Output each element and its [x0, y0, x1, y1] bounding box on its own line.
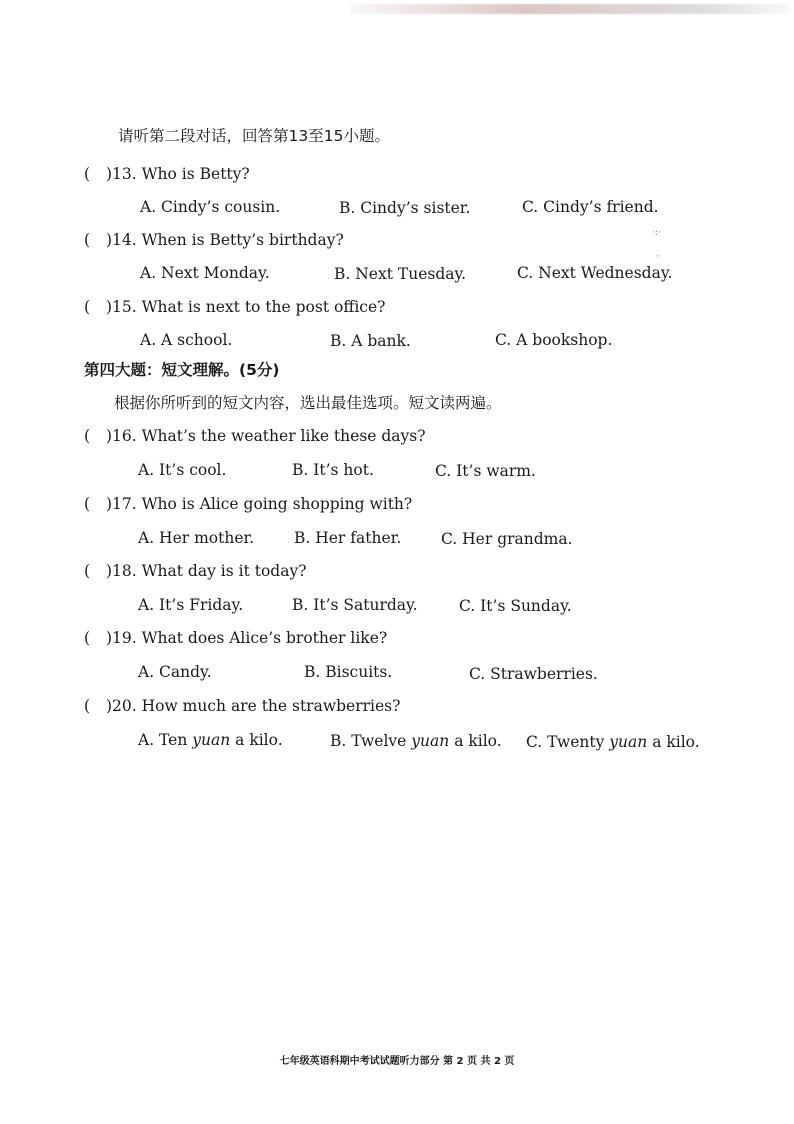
option-b: B. It’s hot. [292, 461, 374, 479]
option-a: A. Candy. [138, 663, 212, 681]
option-c: C. Twenty yuan a kilo. [526, 733, 700, 751]
option-a: A. A school. [140, 331, 233, 349]
question-text: )18. What day is it today? [106, 562, 307, 580]
section4-title: 第四大题：短文理解。(5分) [84, 361, 280, 379]
question-text: )20. How much are the strawberries? [106, 697, 401, 715]
section4-instruction: 根据你所听到的短文内容，选出最佳选项。短文读两遍。 [114, 394, 502, 412]
option-a: A. Ten yuan a kilo. [138, 731, 283, 749]
answer-blank[interactable]: ( [84, 231, 91, 249]
option-c: C. Her grandma. [441, 530, 573, 548]
option-c: C. Cindy’s friend. [522, 198, 659, 216]
option-b: B. Cindy’s sister. [339, 199, 471, 217]
answer-blank[interactable]: ( [84, 697, 91, 715]
option-b: B. Her father. [294, 529, 402, 547]
page-footer: 七年级英语科期中考试试题听力部分 第 2 页 共 2 页 [279, 1056, 515, 1067]
question-text: )19. What does Alice’s brother like? [106, 629, 388, 647]
scan-speck: ·:· [652, 228, 661, 238]
section3-instruction: 请听第二段对话，回答第13至15小题。 [118, 127, 390, 145]
option-a: A. It’s cool. [138, 461, 227, 479]
option-b: B. Biscuits. [304, 663, 393, 681]
answer-blank[interactable]: ( [84, 165, 91, 183]
option-c: C. A bookshop. [495, 331, 613, 349]
option-c: C. Next Wednesday. [517, 264, 673, 282]
option-a: A. It’s Friday. [138, 596, 244, 614]
answer-blank[interactable]: ( [84, 427, 91, 445]
option-a: A. Cindy’s cousin. [140, 198, 281, 216]
option-b: B. Next Tuesday. [334, 265, 467, 283]
question-text: )13. Who is Betty? [106, 165, 250, 183]
answer-blank[interactable]: ( [84, 629, 91, 647]
question-text: )15. What is next to the post office? [106, 298, 386, 316]
answer-blank[interactable]: ( [84, 562, 91, 580]
question-text: )16. What’s the weather like these days? [106, 427, 426, 445]
option-a: A. Her mother. [138, 529, 255, 547]
option-c: C. It’s warm. [435, 462, 536, 480]
question-text: )17. Who is Alice going shopping with? [106, 495, 413, 513]
option-b: B. Twelve yuan a kilo. [330, 732, 502, 750]
option-a: A. Next Monday. [140, 264, 270, 282]
scan-speck: · [656, 252, 659, 262]
option-b: B. A bank. [330, 332, 411, 350]
option-b: B. It’s Saturday. [292, 596, 418, 614]
answer-blank[interactable]: ( [84, 298, 91, 316]
option-c: C. It’s Sunday. [459, 597, 572, 615]
answer-blank[interactable]: ( [84, 495, 91, 513]
option-c: C. Strawberries. [469, 665, 598, 683]
question-text: )14. When is Betty’s birthday? [106, 231, 344, 249]
scan-artifact [350, 4, 790, 14]
